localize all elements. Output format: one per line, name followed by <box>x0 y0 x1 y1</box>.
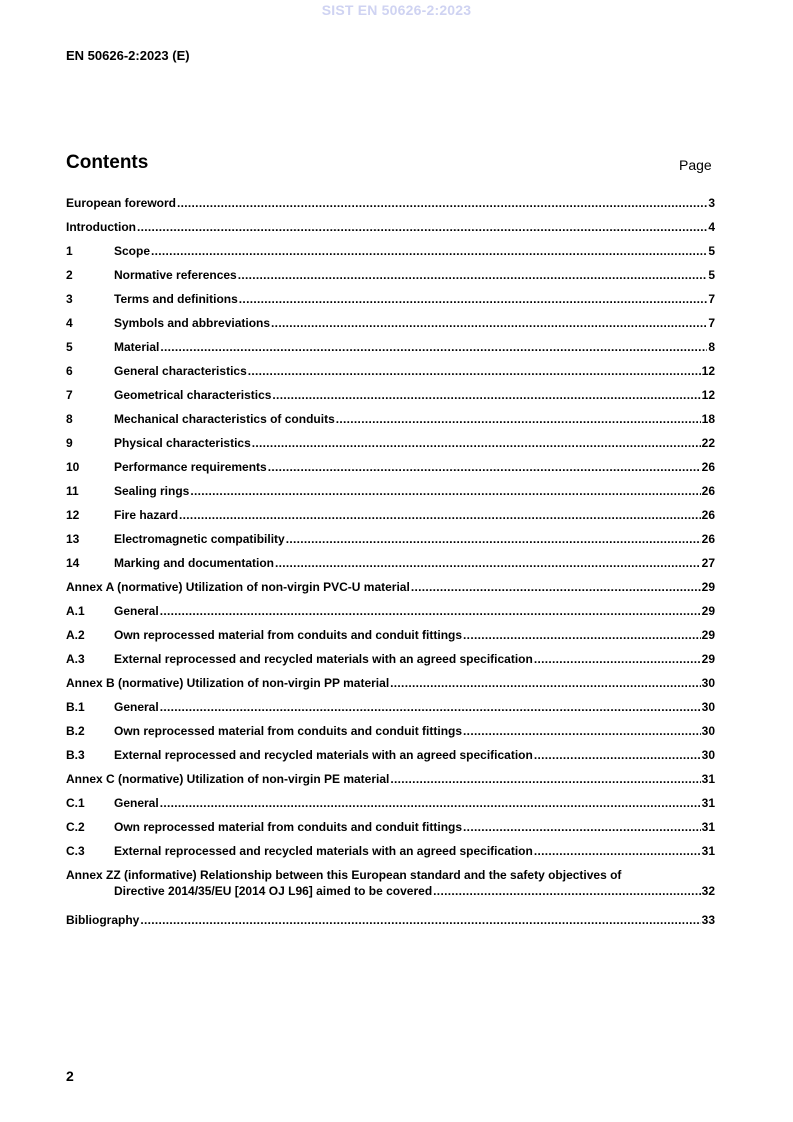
toc-entry-title: Electromagnetic compatibility <box>114 532 285 546</box>
toc-entry-bibliography[interactable] <box>66 912 715 936</box>
leader-dots <box>534 747 701 763</box>
toc-entry-title: Annex A (normative) Utilization of non-virgin PVC-U material <box>66 580 410 594</box>
toc-entry-title: External reprocessed and recycled materials with an agreed specification <box>114 748 533 762</box>
leader-dots <box>463 819 701 835</box>
toc-entry-page: 26 <box>701 532 715 546</box>
toc-entry-title: Physical characteristics <box>114 436 251 450</box>
toc-entry-number: 3 <box>66 292 73 306</box>
toc-entry-page: 33 <box>701 913 715 927</box>
toc-entry-page: 30 <box>701 748 715 762</box>
toc-entry[interactable] <box>66 819 715 843</box>
toc-entry[interactable] <box>66 291 715 315</box>
toc-entry-page: 12 <box>701 388 715 402</box>
toc-entry-page: 26 <box>701 460 715 474</box>
leader-dots <box>534 651 701 667</box>
leader-dots <box>190 483 700 499</box>
leader-dots <box>286 531 701 547</box>
toc-entry[interactable] <box>66 675 715 699</box>
toc-entry[interactable] <box>66 651 715 675</box>
toc-entry[interactable] <box>66 723 715 747</box>
leader-dots <box>275 555 701 571</box>
toc-entry-title: General characteristics <box>114 364 247 378</box>
toc-entry-page: 27 <box>701 556 715 570</box>
toc-entry-page: 7 <box>708 292 715 306</box>
toc-entry-number: 5 <box>66 340 73 354</box>
leader-dots <box>160 795 701 811</box>
toc-entry-title: Introduction <box>66 220 136 234</box>
toc-entry-title: Performance requirements <box>114 460 267 474</box>
toc-entry-title: Terms and definitions <box>114 292 238 306</box>
leader-dots <box>140 912 700 928</box>
toc-entry-page: 31 <box>701 796 715 810</box>
toc-entry[interactable] <box>66 411 715 435</box>
leader-dots <box>179 507 701 523</box>
toc-entry-title: European foreword <box>66 196 177 210</box>
toc-entry-number: 14 <box>66 556 80 570</box>
toc-entry-page: 3 <box>708 196 715 210</box>
toc-entry-number: 2 <box>66 268 73 282</box>
toc-entry[interactable] <box>66 195 715 219</box>
toc-entry[interactable] <box>66 387 715 411</box>
toc-entry-title: General <box>114 604 159 618</box>
toc-entry-number: C.2 <box>66 820 85 834</box>
toc-entry[interactable] <box>66 483 715 507</box>
leader-dots <box>248 363 701 379</box>
toc-entry-title: General <box>114 796 159 810</box>
toc-entry-number: B.2 <box>66 724 85 738</box>
toc-entry-page: 29 <box>701 604 715 618</box>
toc-entry-number: B.3 <box>66 748 85 762</box>
toc-entry-number: 12 <box>66 508 80 522</box>
toc-entry-title: Marking and documentation <box>114 556 275 570</box>
toc-entry-number: 10 <box>66 460 80 474</box>
toc-entry[interactable] <box>66 843 715 867</box>
leader-dots <box>252 435 701 451</box>
leader-dots <box>463 627 701 643</box>
toc-entry-page: 8 <box>708 340 715 354</box>
leader-dots <box>433 883 700 899</box>
toc-entry-page: 26 <box>701 508 715 522</box>
toc-entry-title: Scope <box>114 244 151 258</box>
toc-entry[interactable] <box>66 243 715 267</box>
toc-entry[interactable] <box>66 507 715 531</box>
toc-entry-title: Normative references <box>114 268 237 282</box>
toc-entry[interactable] <box>66 747 715 771</box>
toc-entry[interactable] <box>66 219 715 243</box>
toc-entry-number: A.2 <box>66 628 85 642</box>
toc-entry-number: 7 <box>66 388 73 402</box>
toc-entry-page: 5 <box>708 268 715 282</box>
toc-entry-page: 22 <box>701 436 715 450</box>
toc-entry-title: Fire hazard <box>114 508 179 522</box>
leader-dots <box>271 315 707 331</box>
toc-entry-number: 13 <box>66 532 80 546</box>
toc-entry-title: Own reprocessed material from conduits and conduit fittings <box>114 820 463 834</box>
leader-dots <box>272 387 700 403</box>
document-id: EN 50626-2:2023 (E) <box>66 48 190 63</box>
leader-dots <box>268 459 701 475</box>
toc-entry[interactable] <box>66 555 715 579</box>
leader-dots <box>239 291 708 307</box>
toc-entry-number: 4 <box>66 316 73 330</box>
toc-entry-number: 9 <box>66 436 73 450</box>
toc-entry-title: Geometrical characteristics <box>114 388 272 402</box>
table-of-contents <box>66 195 715 936</box>
toc-entry[interactable] <box>66 771 715 795</box>
leader-dots <box>238 267 708 283</box>
toc-entry-page: 30 <box>701 724 715 738</box>
leader-dots <box>160 603 701 619</box>
toc-entry-annex-zz-line2: Directive 2014/35/EU [2014 OJ L96] aimed to be covered <box>114 884 433 898</box>
toc-entry[interactable] <box>66 363 715 387</box>
leader-dots <box>411 579 701 595</box>
toc-entry-number: 8 <box>66 412 73 426</box>
toc-entry[interactable] <box>66 795 715 819</box>
toc-entry-page: 5 <box>708 244 715 258</box>
leader-dots <box>463 723 701 739</box>
toc-entry-page: 31 <box>701 820 715 834</box>
toc-entry-title: Bibliography <box>66 913 140 927</box>
toc-entry-page: 29 <box>701 580 715 594</box>
toc-entry[interactable] <box>66 459 715 483</box>
toc-entry-page: 29 <box>701 628 715 642</box>
toc-entry[interactable] <box>66 627 715 651</box>
toc-entry-title: Annex B (normative) Utilization of non-virgin PP material <box>66 676 390 690</box>
watermark: SIST EN 50626-2:2023 <box>321 2 472 18</box>
toc-entry-title: External reprocessed and recycled materials with an agreed specification <box>114 652 533 666</box>
toc-entry-page: 30 <box>701 676 715 690</box>
leader-dots <box>336 411 701 427</box>
toc-entry-number: 11 <box>66 484 79 498</box>
toc-entry-page: 31 <box>701 772 715 786</box>
toc-entry-page: 26 <box>701 484 715 498</box>
leader-dots <box>160 699 701 715</box>
toc-entry-number: 6 <box>66 364 73 378</box>
toc-entry-page: 4 <box>708 220 715 234</box>
leader-dots <box>137 219 707 235</box>
leader-dots <box>160 339 707 355</box>
leader-dots <box>151 243 707 259</box>
toc-entry-number: A.1 <box>66 604 85 618</box>
toc-entry-number: A.3 <box>66 652 85 666</box>
toc-entry-page: 7 <box>708 316 715 330</box>
toc-entry-number: C.3 <box>66 844 85 858</box>
toc-entry-title: Own reprocessed material from conduits and conduit fittings <box>114 724 463 738</box>
toc-entry[interactable] <box>66 315 715 339</box>
page-number: 2 <box>66 1068 74 1084</box>
toc-entry-number: B.1 <box>66 700 85 714</box>
toc-entry[interactable] <box>66 603 715 627</box>
toc-entry-title: Symbols and abbreviations <box>114 316 271 330</box>
toc-entry-title: General <box>114 700 159 714</box>
toc-entry[interactable] <box>66 699 715 723</box>
toc-entry-title: External reprocessed and recycled materials with an agreed specification <box>114 844 533 858</box>
leader-dots <box>390 771 700 787</box>
toc-entry[interactable] <box>66 531 715 555</box>
page-column-label: Page <box>679 157 712 173</box>
toc-entry-number: 1 <box>66 244 73 258</box>
toc-entry-page: 18 <box>701 412 715 426</box>
toc-entry-annex-zz-line1: Annex ZZ (informative) Relationship between this European standard and the safety objectives of <box>66 868 622 882</box>
leader-dots <box>177 195 707 211</box>
toc-entry-title: Annex C (normative) Utilization of non-virgin PE material <box>66 772 390 786</box>
contents-title: Contents <box>66 152 149 173</box>
leader-dots <box>534 843 701 859</box>
toc-entry-page: 12 <box>701 364 715 378</box>
leader-dots <box>390 675 700 691</box>
toc-entry-title: Own reprocessed material from conduits and conduit fittings <box>114 628 463 642</box>
toc-entry[interactable] <box>66 267 715 291</box>
toc-entry[interactable] <box>66 579 715 603</box>
toc-entry-page: 29 <box>701 652 715 666</box>
toc-entry[interactable] <box>66 339 715 363</box>
toc-entry-page: 32 <box>701 884 715 898</box>
toc-entry-number: C.1 <box>66 796 85 810</box>
toc-entry-title: Material <box>114 340 160 354</box>
toc-entry-title: Mechanical characteristics of conduits <box>114 412 335 426</box>
toc-entry-annex-zz[interactable] <box>66 867 715 912</box>
toc-entry-title: Sealing rings <box>114 484 190 498</box>
toc-entry-page: 31 <box>701 844 715 858</box>
toc-entry-page: 30 <box>701 700 715 714</box>
toc-entry[interactable] <box>66 435 715 459</box>
